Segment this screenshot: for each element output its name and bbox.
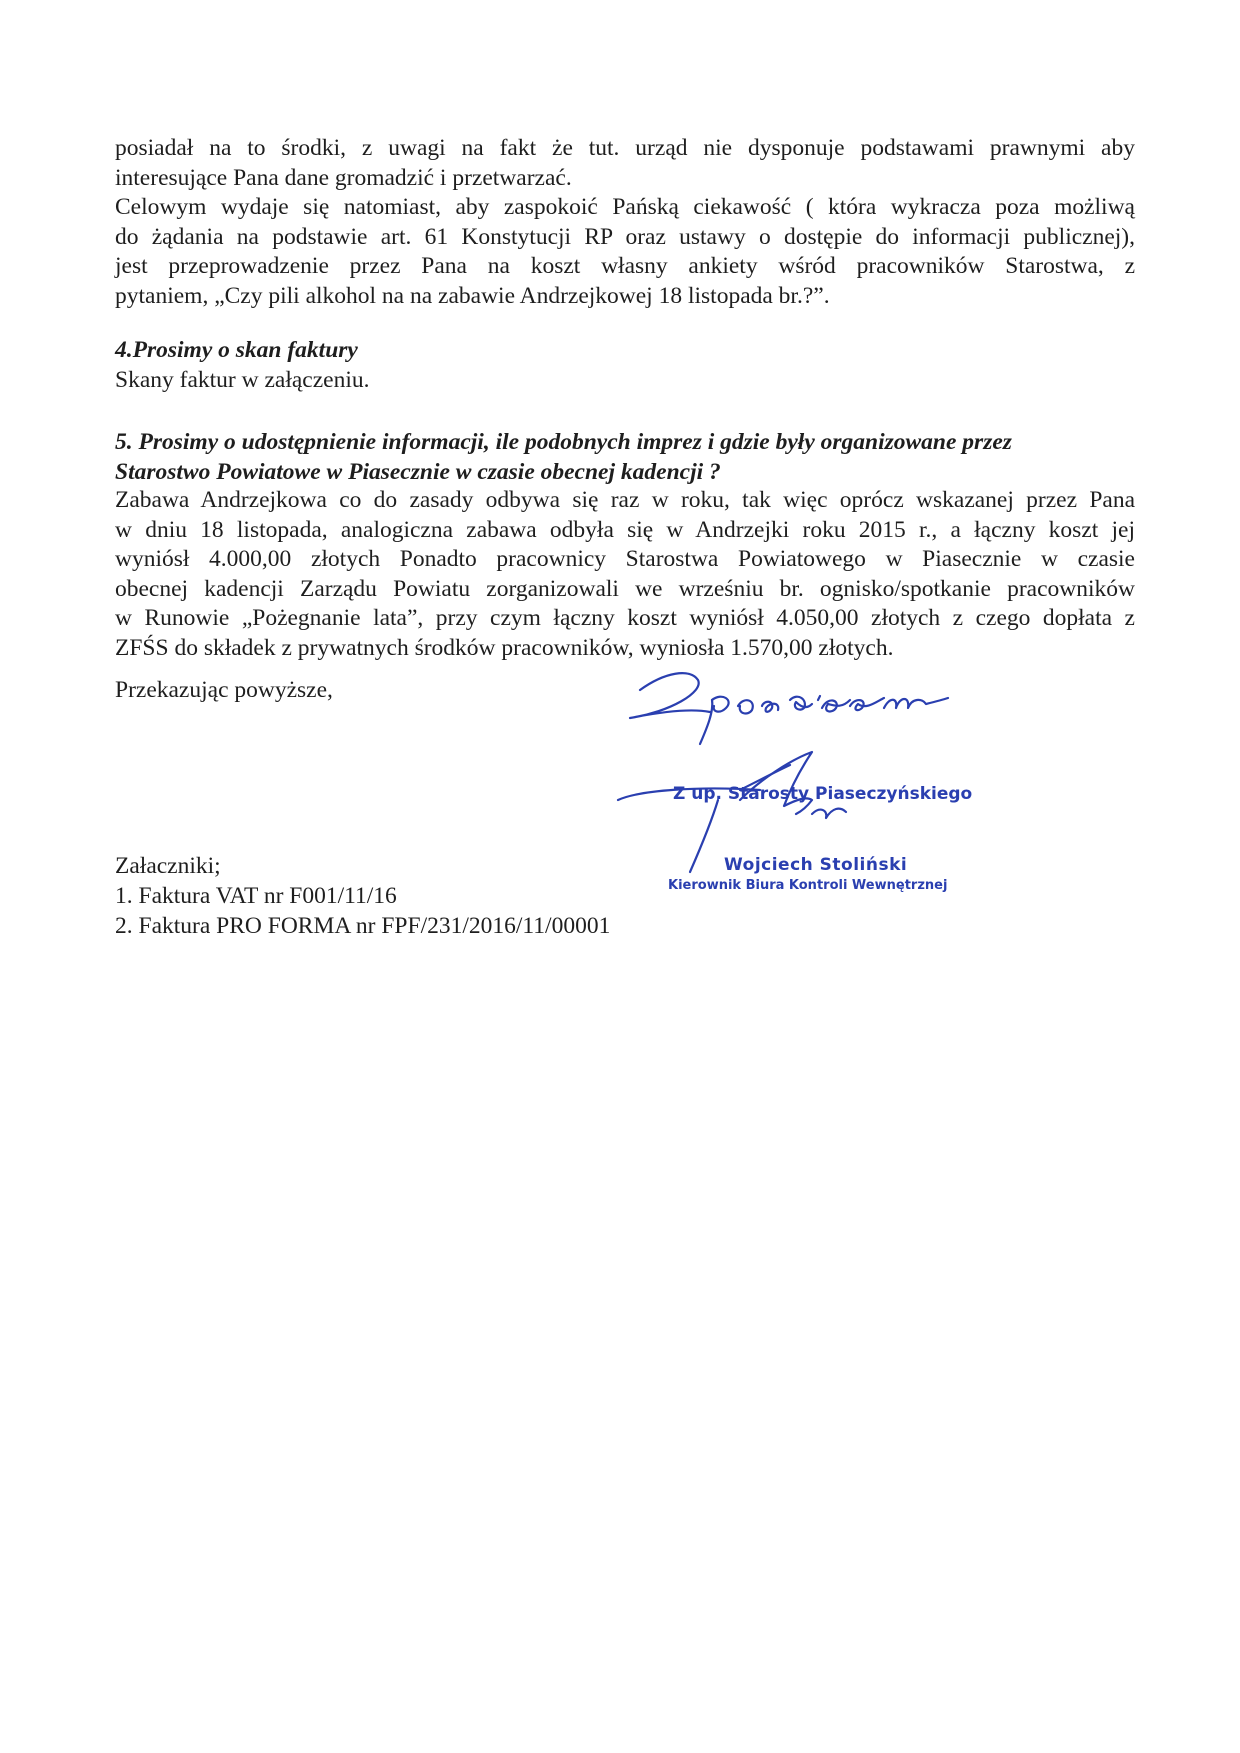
text-line: do żądania na podstawie art. 61 Konstytucji RP oraz ustawy o dostępie do informacji publicznej), [115,223,1135,250]
text-line: posiadał na to środki, z uwagi na fakt że tut. urząd nie dysponuje podstawami prawnymi aby [115,135,1135,161]
section-4-body: Skany faktur w załączeniu. [115,367,370,393]
text-line: obecnej kadencji Zarządu Powiatu zorganizowali we wrześniu br. ognisko/spotkanie pracowników [115,575,1135,602]
heading-line: 5. Prosimy o udostępnienie informacji, ile podobnych imprez i gdzie były organizowane przez [115,429,1012,455]
text-line: w dniu 18 listopada, analogiczna zabawa odbyła się w Andrzejki roku 2015 r., a łączny koszt jej [115,516,1135,543]
stamp-authority: Z up. Starosty Piaseczyńskiego [673,784,973,804]
attachment-item: 2. Faktura PRO FORMA nr FPF/231/2016/11/00001 [115,913,611,939]
attachments-label: Załaczniki; [115,853,221,879]
closing-line: Przekazując powyższe, [115,677,333,703]
stamp-name: Wojciech Stoliński [724,855,908,875]
text-line: w Runowie „Pożegnanie lata”, przy czym łączny koszt wyniósł 4.050,00 złotych z czego dopłata z [115,605,1135,631]
text-line: ZFŚS do składek z prywatnych środków pracowników, wyniosła 1.570,00 złotych. [115,634,894,661]
text-line: Zabawa Andrzejkowa co do zasady odbywa się raz w roku, tak więc oprócz wskazanej przez Pana [115,487,1135,513]
attachment-item: 1. Faktura VAT nr F001/11/16 [115,883,397,909]
text-line: interesujące Pana dane gromadzić i przetwarzać. [115,164,572,191]
text-line: Celowym wydaje się natomiast, aby zaspokoić Pańską ciekawość ( która wykracza poza możliwą [115,194,1135,220]
text-line: jest przeprowadzenie przez Pana na koszt własny ankiety wśród pracowników Starostwa, z [115,253,1135,279]
text-line: pytaniem, „Czy pili alkohol na na zabawie Andrzejkowej 18 listopada br.?”. [115,282,830,309]
heading-line: Starostwo Powiatowe w Piasecznie w czasie obecnej kadencji ? [115,458,721,485]
text-line: wyniósł 4.000,00 złotych Ponadto pracownicy Starostwa Powiatowego w Piasecznie w czasie [115,546,1135,572]
stamp-title: Kierownik Biura Kontroli Wewnętrznej [668,878,948,893]
section-4-heading: 4.Prosimy o skan faktury [115,337,358,363]
